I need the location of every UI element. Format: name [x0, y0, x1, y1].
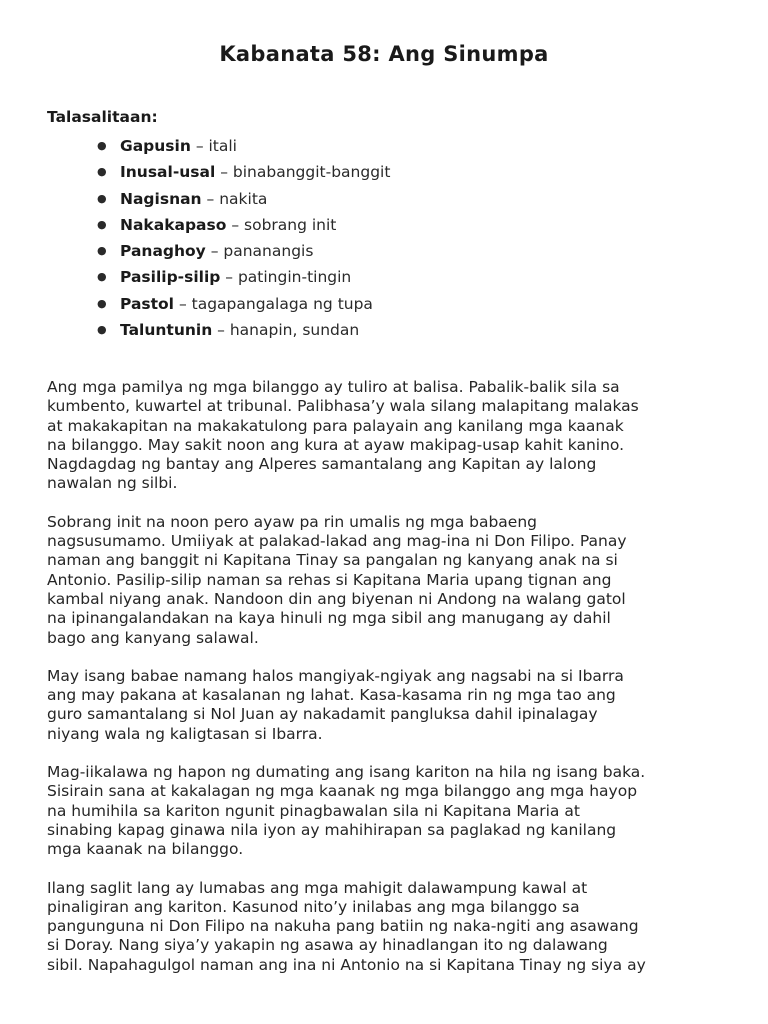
body-text — [47, 378, 737, 994]
vocabulary-definition: – sobrang init — [226, 215, 337, 234]
text-line: pinaligiran ang kariton. Kasunod nito’y inilabas ang mga bilanggo sa — [47, 897, 580, 916]
text-line: guro samantalang si Nol Juan ay nakadamit pangluksa dahil ipinalagay — [47, 705, 598, 724]
vocabulary-item — [47, 186, 390, 212]
text-line: Sobrang init na noon pero ayaw pa rin umalis ng mga babaeng — [47, 512, 537, 531]
vocabulary-term: Inusal-usal — [120, 163, 216, 182]
bullet-icon: ● — [97, 165, 107, 179]
text-line: si Doray. Nang siya’y yakapin ng asawa ay hinadlangan ito ng dalawang — [47, 936, 608, 955]
text-line: pangunguna ni Don Filipo na nakuha pang batiin ng naka-ngiti ang asawang — [47, 917, 639, 936]
text-line: Ilang saglit lang ay lumabas ang mga mahigit dalawampung kawal at — [47, 878, 588, 897]
text-line: Sisirain sana at kakalagan ng mga kaanak ng mga bilanggo ang mga hayop — [47, 782, 638, 801]
text-line: naman ang banggit ni Kapitana Tinay sa pangalan ng kanyang anak na si — [47, 551, 618, 570]
vocabulary-definition: – binabanggit-banggit — [215, 163, 391, 182]
vocabulary-term: Gapusin — [120, 137, 191, 155]
vocabulary-definition: – pananangis — [205, 242, 314, 261]
bullet-icon: ● — [97, 217, 107, 231]
vocabulary-definition: – tagapangalaga ng tupa — [174, 294, 373, 313]
chapter-title: Kabanata 58: Ang Sinumpa — [219, 42, 549, 66]
vocabulary-definition: – nakita — [201, 189, 268, 208]
text-line: na bilanggo. May sakit noon ang kura at ayaw makipag-usap kahit kanino. — [47, 435, 625, 454]
text-line: Mag-iikalawa ng hapon ng dumating ang isang kariton na hila ng isang baka. — [47, 763, 646, 782]
paragraph-3 — [47, 667, 737, 744]
text-line: kambal niyang anak. Nandoon din ang biyenan ni Andong na walang gatol — [47, 589, 626, 608]
vocabulary-term: Taluntunin — [120, 321, 213, 340]
bullet-icon: ● — [97, 191, 107, 205]
paragraph-5 — [47, 879, 737, 975]
text-line: nawalan ng silbi. — [47, 474, 178, 493]
text-line: Antonio. Pasilip-silip naman sa rehas si Kapitana Maria upang tignan ang — [47, 570, 612, 589]
bullet-icon: ● — [97, 323, 107, 337]
bullet-icon: ● — [97, 270, 107, 284]
bullet-icon: ● — [97, 296, 107, 310]
bullet-icon: ● — [97, 244, 107, 258]
text-line: mga kaanak na bilanggo. — [47, 840, 244, 859]
vocabulary-item — [47, 291, 390, 317]
paragraph-1 — [47, 378, 737, 494]
text-line: Nagdagdag ng bantay ang Alperes samantalang ang Kapitan ay lalong — [47, 455, 597, 474]
text-line: sibil. Napahagulgol naman ang ina ni Antonio na si Kapitana Tinay ng siya ay — [47, 955, 646, 974]
text-line: nagsusumamo. Umiiyak at palakad-lakad ang mag-ina ni Don Filipo. Panay — [47, 532, 627, 551]
vocabulary-term: Nakakapaso — [120, 215, 227, 234]
vocabulary-definition: – hanapin, sundan — [212, 321, 360, 340]
vocabulary-item — [47, 317, 390, 343]
vocabulary-term: Pasilip-silip — [120, 268, 221, 287]
vocabulary-definition: – patingin-tingin — [220, 268, 352, 287]
vocabulary-item — [47, 133, 390, 159]
vocabulary-item — [47, 159, 390, 185]
text-line: Ang mga pamilya ng mga bilanggo ay tuliro at balisa. Pabalik-balik sila sa — [47, 378, 620, 396]
text-line: na humihila sa kariton ngunit pinagbawalan sila ni Kapitana Maria at — [47, 801, 580, 820]
text-line: sinabing kapag ginawa nila iyon ay mahihirapan sa paglakad ng kanilang — [47, 820, 617, 839]
vocabulary-item — [47, 238, 390, 264]
vocabulary-term: Nagisnan — [120, 189, 202, 208]
text-line: kumbento, kuwartel at tribunal. Palibhasa’y wala silang malapitang malakas — [47, 397, 639, 416]
text-line: at makakapitan na makakatulong para palayain ang kanilang mga kaanak — [47, 416, 624, 435]
bullet-icon: ● — [97, 139, 107, 152]
text-line: bago ang kanyang salawal. — [47, 628, 259, 647]
vocabulary-item — [47, 212, 390, 238]
vocabulary-definition: – itali — [190, 137, 237, 155]
vocabulary-heading: Talasalitaan: — [47, 108, 158, 126]
vocabulary-term: Pastol — [120, 294, 175, 313]
vocabulary-item — [47, 264, 390, 290]
paragraph-2 — [47, 513, 737, 648]
paragraph-4 — [47, 763, 737, 859]
text-line: niyang wala ng kaligtasan si Ibarra. — [47, 724, 323, 743]
vocabulary-term: Panaghoy — [120, 242, 206, 261]
text-line: ang may pakana at kasalanan ng lahat. Kasa-kasama rin ng mga tao ang — [47, 686, 616, 705]
vocabulary-list — [47, 133, 390, 343]
text-line: May isang babae namang halos mangiyak-ngiyak ang nagsabi na si Ibarra — [47, 666, 624, 685]
text-line: na ipinangalandakan na kaya hinuli ng mga sibil ang manugang ay dahil — [47, 609, 611, 628]
